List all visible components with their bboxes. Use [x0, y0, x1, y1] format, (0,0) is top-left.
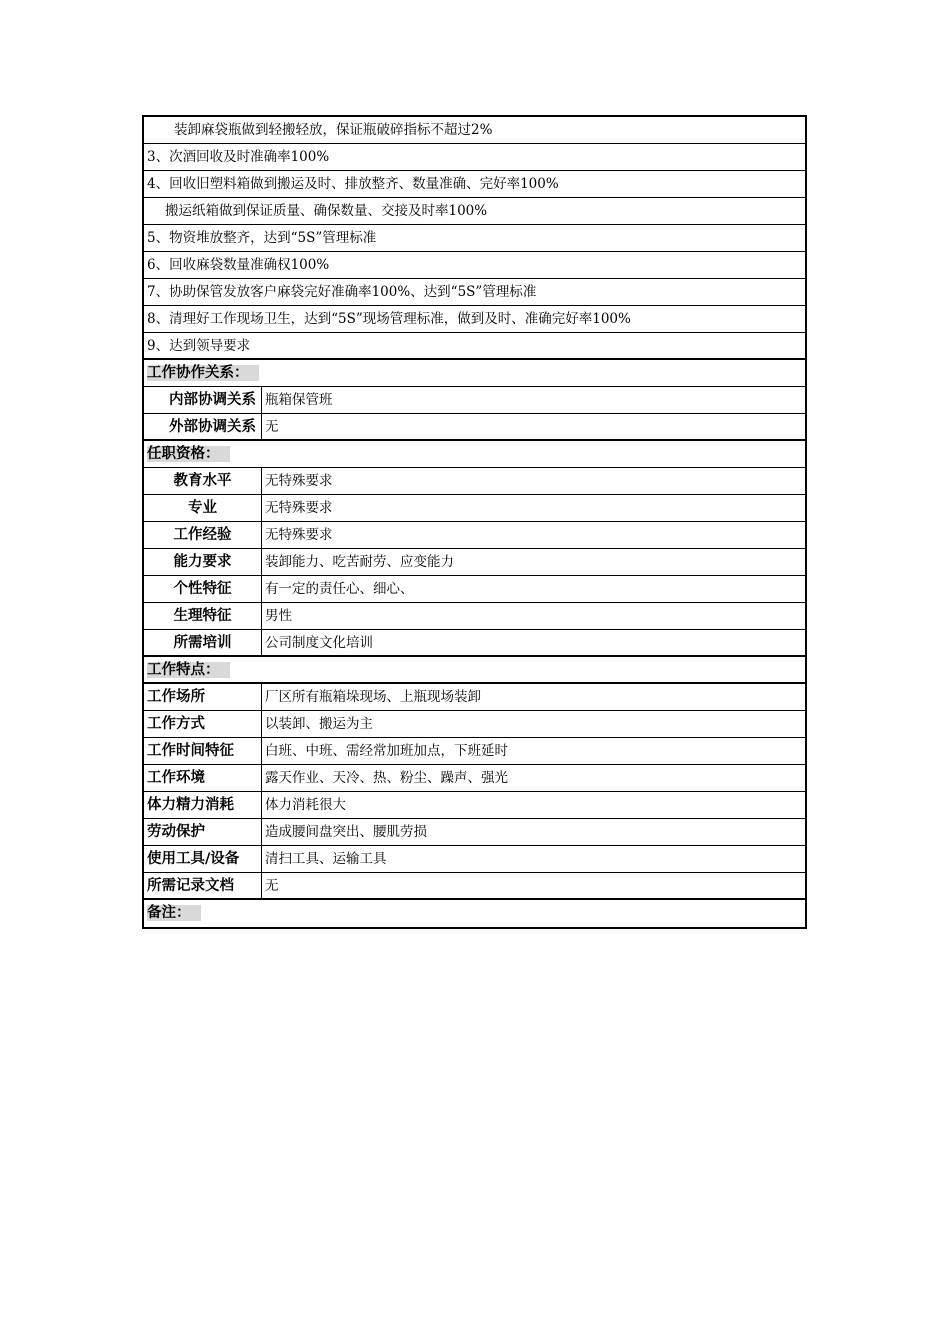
duty-text: 7、协助保管发放客户麻袋完好准确率100%、达到“5S”管理标准 [147, 284, 537, 300]
field-value: 造成腰间盘突出、腰肌劳损 [265, 824, 427, 840]
field-label: 体力精力消耗 [144, 792, 262, 818]
duty-text: 6、回收麻袋数量准确权100% [147, 257, 330, 273]
field-value: 无特殊要求 [265, 473, 333, 489]
field-value: 有一定的责任心、细心、 [265, 581, 414, 597]
qualification-row [144, 468, 805, 495]
section-heading-remarks [144, 900, 805, 927]
field-label: 使用工具/设备 [144, 846, 262, 872]
qualification-row [144, 630, 805, 657]
duty-row [144, 144, 805, 171]
field-label: 外部协调关系 [144, 414, 262, 439]
section-title: 任职资格： [147, 446, 230, 462]
duty-row [144, 117, 805, 144]
field-label: 工作环境 [144, 765, 262, 791]
section-title: 工作特点： [147, 662, 230, 678]
cooperation-row [144, 387, 805, 414]
field-value: 厂区所有瓶箱垛现场、上瓶现场装卸 [265, 689, 481, 705]
field-label: 能力要求 [144, 549, 262, 575]
field-value: 瓶箱保管班 [265, 392, 333, 408]
feature-row [144, 711, 805, 738]
field-label: 劳动保护 [144, 819, 262, 845]
field-label: 工作场所 [144, 684, 262, 710]
field-value: 白班、中班、需经常加班加点，下班延时 [265, 743, 508, 759]
section-heading-cooperation [144, 360, 805, 387]
job-description-table [142, 115, 807, 929]
section-title: 备注： [147, 905, 201, 921]
field-label: 所需培训 [144, 630, 262, 655]
duty-row [144, 171, 805, 198]
section-title: 工作协作关系： [147, 365, 259, 381]
qualification-row [144, 549, 805, 576]
field-value: 体力消耗很大 [265, 797, 346, 813]
duty-text: 3、次酒回收及时准确率100% [147, 149, 330, 165]
duty-text: 9、达到领导要求 [147, 338, 251, 354]
field-value: 装卸能力、吃苦耐劳、应变能力 [265, 554, 454, 570]
field-label: 教育水平 [144, 468, 262, 494]
section-heading-qualifications [144, 441, 805, 468]
duty-row [144, 279, 805, 306]
duty-row [144, 306, 805, 333]
field-value: 以装卸、搬运为主 [265, 716, 373, 732]
field-value: 露天作业、天冷、热、粉尘、躁声、强光 [265, 770, 508, 786]
field-value: 无特殊要求 [265, 527, 333, 543]
feature-row [144, 873, 805, 900]
feature-row [144, 765, 805, 792]
feature-row [144, 792, 805, 819]
duty-row [144, 198, 805, 225]
field-label: 工作时间特征 [144, 738, 262, 764]
duty-text: 装卸麻袋瓶做到轻搬轻放，保证瓶破碎指标不超过2% [174, 122, 493, 138]
duty-row [144, 225, 805, 252]
field-value: 无 [265, 878, 279, 894]
qualification-row [144, 576, 805, 603]
feature-row [144, 738, 805, 765]
qualification-row [144, 495, 805, 522]
field-value: 男性 [265, 608, 292, 624]
duty-text: 8、清理好工作现场卫生，达到“5S”现场管理标准，做到及时、准确完好率100% [147, 311, 631, 327]
field-label: 内部协调关系 [144, 387, 262, 413]
qualification-row [144, 603, 805, 630]
qualification-row [144, 522, 805, 549]
field-label: 生理特征 [144, 603, 262, 629]
field-value: 无 [265, 419, 279, 435]
feature-row [144, 684, 805, 711]
feature-row [144, 819, 805, 846]
field-value: 清扫工具、运输工具 [265, 851, 387, 867]
field-value: 公司制度文化培训 [265, 635, 373, 651]
duty-row [144, 333, 805, 360]
duty-text: 搬运纸箱做到保证质量、确保数量、交接及时率100% [165, 203, 488, 219]
field-label: 所需记录文档 [144, 873, 262, 898]
cooperation-row [144, 414, 805, 441]
duty-text: 4、回收旧塑料箱做到搬运及时、排放整齐、数量准确、完好率100% [147, 176, 559, 192]
feature-row [144, 846, 805, 873]
field-label: 工作方式 [144, 711, 262, 737]
duty-row [144, 252, 805, 279]
duty-text: 5、物资堆放整齐，达到“5S”管理标准 [147, 230, 377, 246]
field-value: 无特殊要求 [265, 500, 333, 516]
field-label: 专业 [144, 495, 262, 521]
section-heading-features [144, 657, 805, 684]
field-label: 个性特征 [144, 576, 262, 602]
field-label: 工作经验 [144, 522, 262, 548]
